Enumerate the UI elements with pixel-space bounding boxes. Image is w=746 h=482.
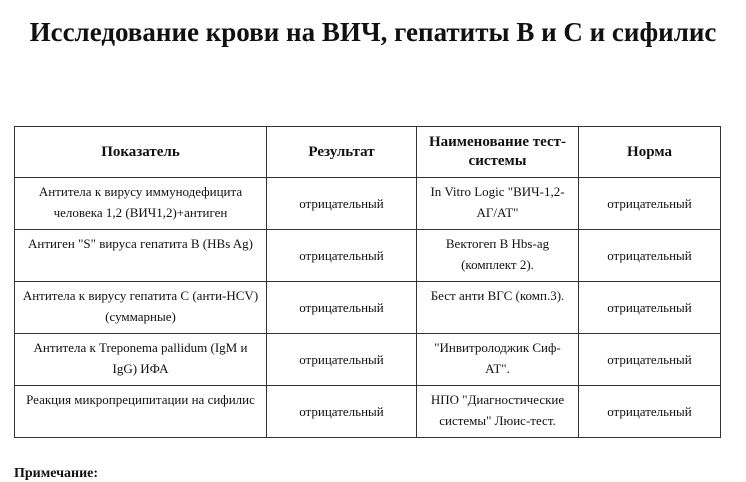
result-cell: отрицательный [267,282,417,334]
indicator-cell: Антитела к Treponema pallidum (IgM и IgG) ИФА [15,334,267,386]
results-table [14,126,721,438]
header-norm: Норма [579,127,721,178]
indicator-cell: Антиген "S" вируса гепатита В (HBs Ag) [15,230,267,282]
test-system-cell: Бест анти ВГС (комп.3). [417,282,579,334]
page-title: Исследование крови на ВИЧ, гепатиты В и С и сифилис [29,17,717,47]
norm-cell: отрицательный [579,282,721,334]
header-result: Результат [267,127,417,178]
result-cell: отрицательный [267,230,417,282]
table-row [15,230,721,282]
result-cell: отрицательный [267,334,417,386]
table-row [15,386,721,438]
result-cell: отрицательный [267,386,417,438]
norm-cell: отрицательный [579,334,721,386]
test-system-cell: Вектогеп В Hbs-ag (комплект 2). [417,230,579,282]
indicator-cell: Антитела к вирусу гепатита С (анти-HCV) (суммарные) [15,282,267,334]
table-row [15,178,721,230]
test-system-cell: In Vitro Logic "ВИЧ-1,2-АГ/АТ" [417,178,579,230]
result-cell: отрицательный [267,178,417,230]
norm-cell: отрицательный [579,386,721,438]
header-test-system: Наименование тест-системы [417,127,579,178]
indicator-cell: Реакция микропреципитации на сифилис [15,386,267,438]
norm-cell: отрицательный [579,230,721,282]
norm-cell: отрицательный [579,178,721,230]
table-row [15,334,721,386]
note-label: Примечание: [14,466,99,481]
test-system-cell: "Инвитролоджик Сиф-АТ". [417,334,579,386]
test-system-cell: НПО "Диагностические системы" Люис-тест. [417,386,579,438]
table-row [15,282,721,334]
table-header-row [15,127,721,178]
header-indicator: Показатель [15,127,267,178]
indicator-cell: Антитела к вирусу иммунодефицита человека 1,2 (ВИЧ1,2)+антиген [15,178,267,230]
